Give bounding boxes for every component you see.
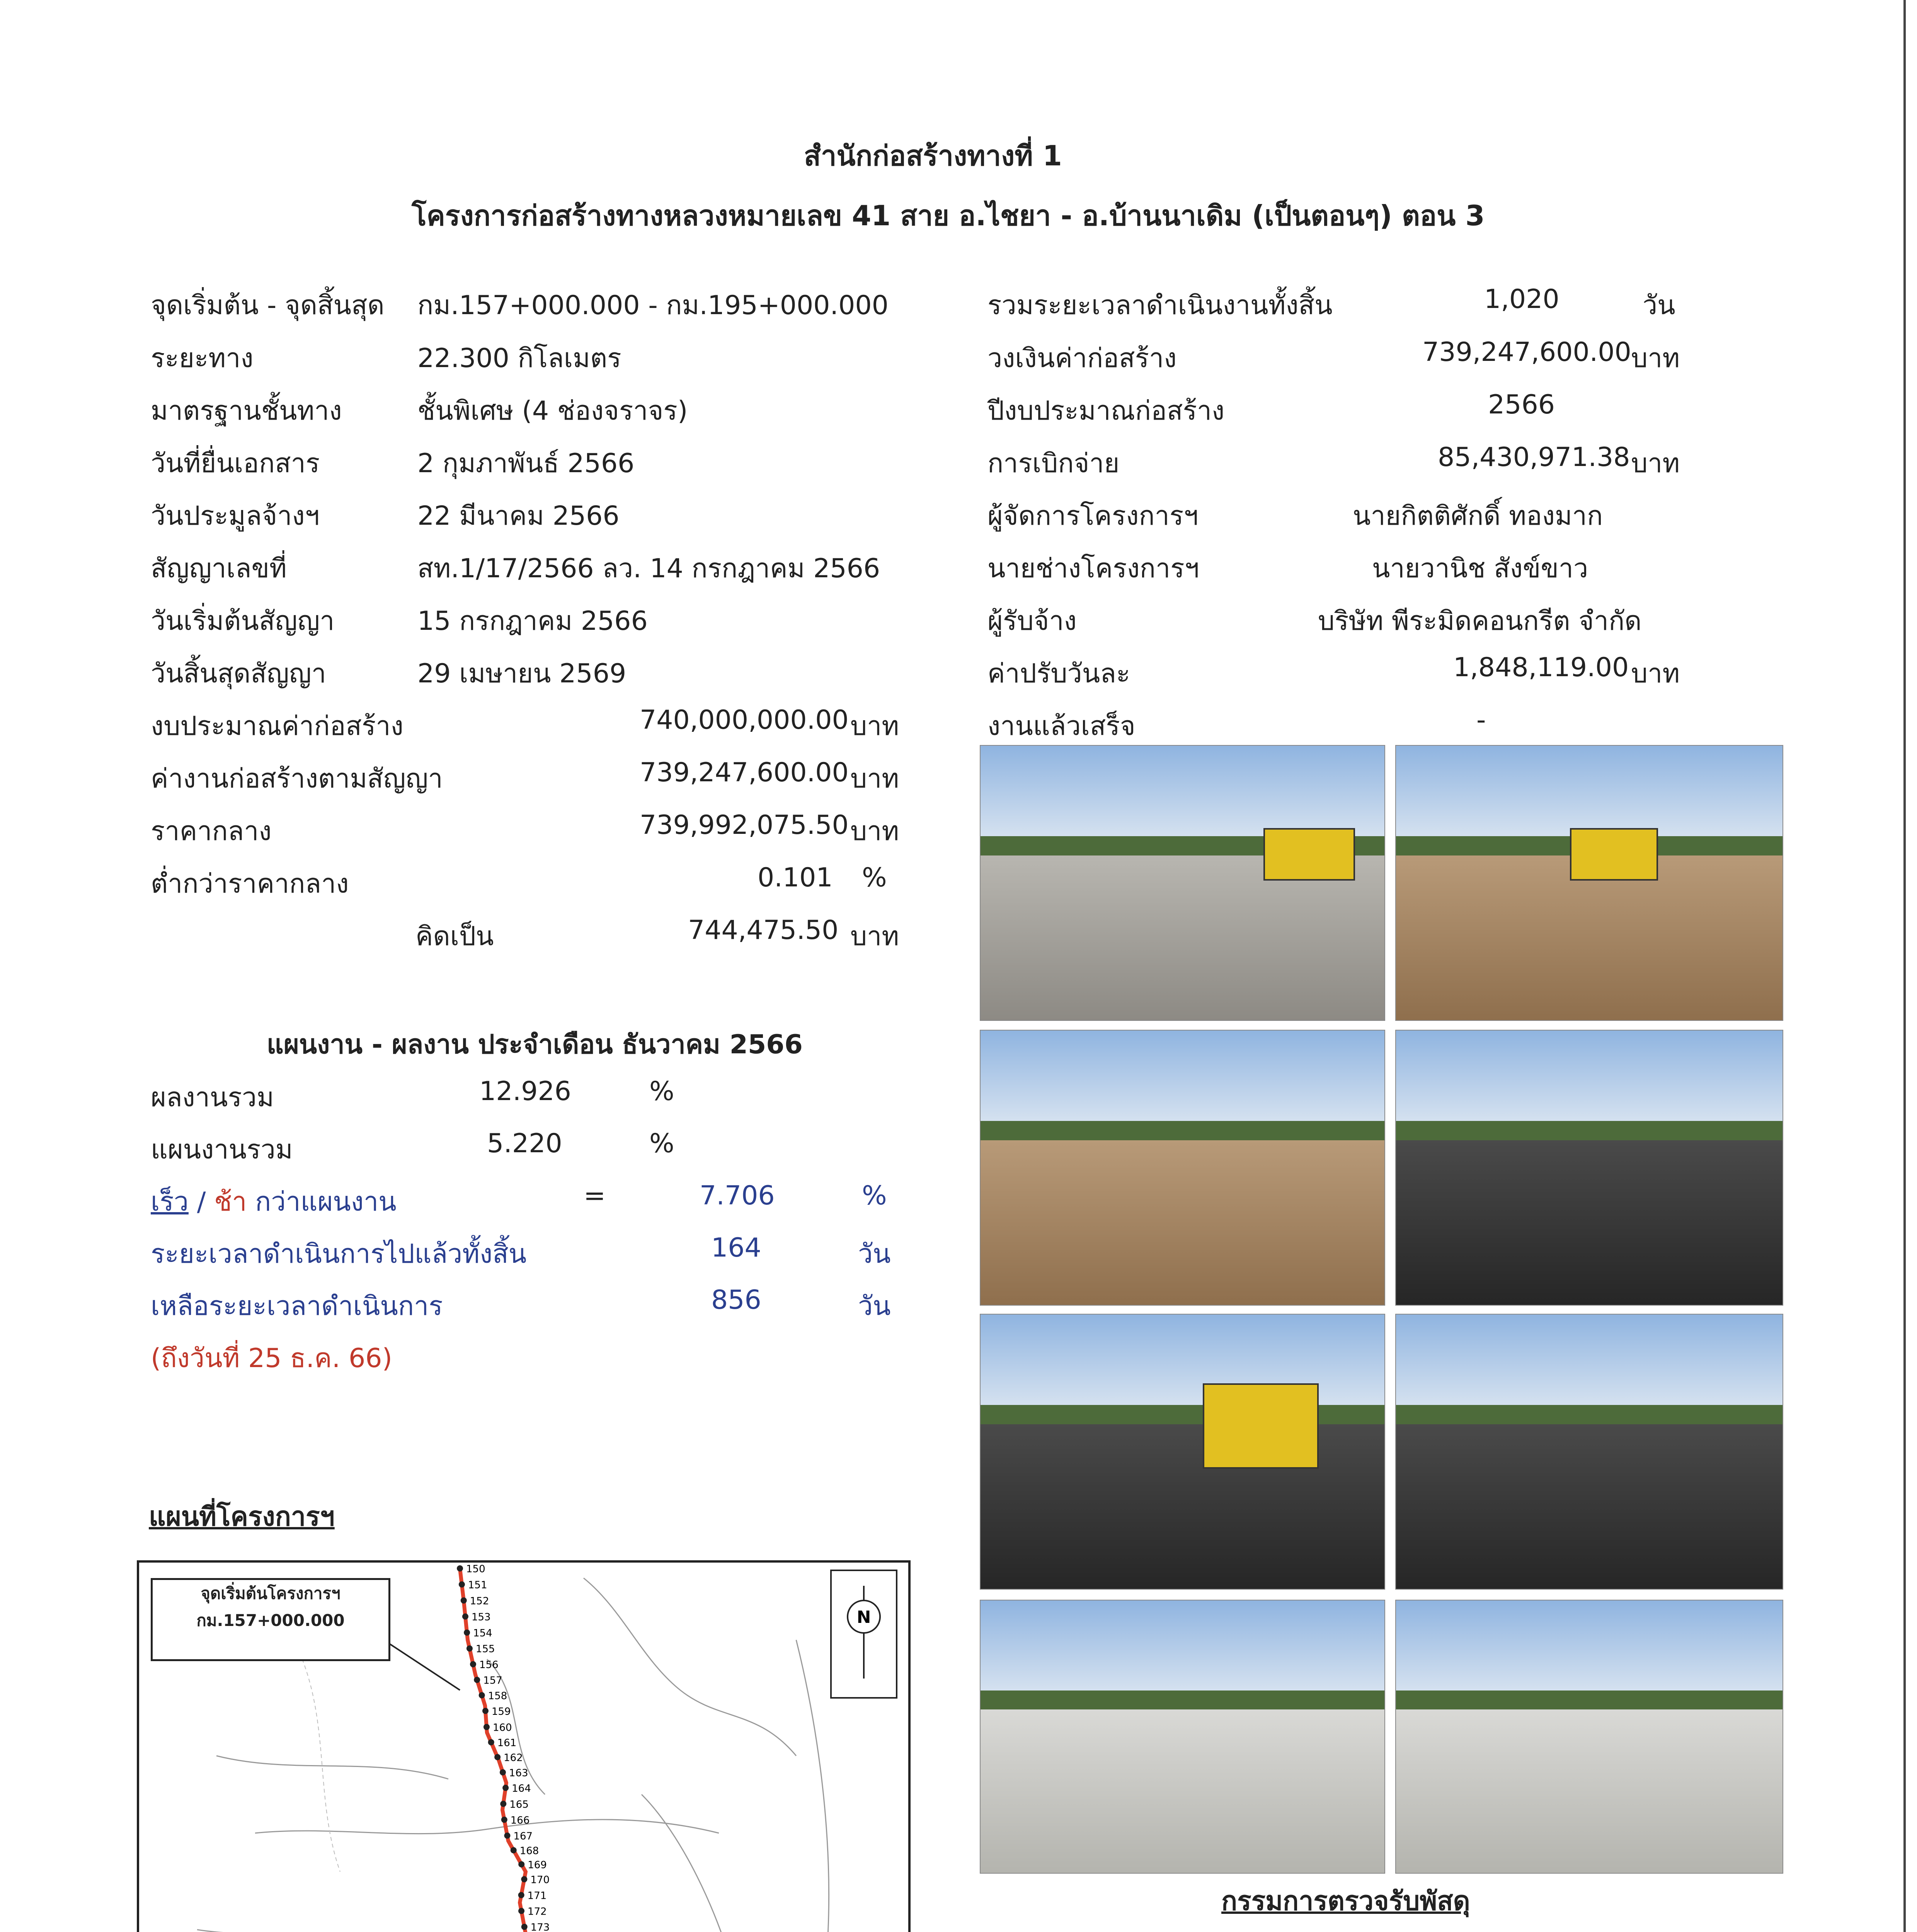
budget-value: 739,247,600.00: [640, 757, 849, 788]
info-value: ชั้นพิเศษ (4 ช่องจราจร): [417, 396, 688, 426]
budget-unit: บาท: [850, 921, 899, 952]
km-marker-label: 155: [475, 1643, 495, 1655]
start-callout: [151, 1578, 390, 1661]
construction-photo: [980, 1030, 1385, 1306]
km-marker: [500, 1801, 506, 1807]
budget-value: 739,992,075.50: [640, 810, 849, 840]
info-value: 29 เมษายน 2569: [417, 658, 627, 689]
info-value: 1,848,119.00: [1453, 652, 1629, 683]
budget-unit: บาท: [850, 764, 899, 794]
budget-label: งบประมาณค่าก่อสร้าง: [151, 711, 403, 742]
info-label: วันที่ยื่นเอกสาร: [151, 448, 320, 479]
km-marker: [521, 1876, 527, 1882]
remaining-value: 856: [711, 1285, 761, 1315]
north-label: N: [856, 1607, 871, 1627]
info-unit: บาท: [1631, 343, 1680, 374]
info-value: 2 กุมภาพันธ์ 2566: [417, 448, 635, 479]
km-marker: [521, 1924, 528, 1930]
km-marker-label: 152: [470, 1595, 489, 1607]
km-marker: [518, 1861, 524, 1867]
budget-label: ต่ำกว่าราคากลาง: [151, 869, 349, 899]
info-value: กม.157+000.000 - กม.195+000.000: [417, 290, 889, 321]
member-role: [1484, 1928, 1699, 1932]
km-marker: [484, 1724, 490, 1730]
construction-photo: [980, 745, 1385, 1021]
construction-photo: [1395, 1600, 1783, 1874]
info-label: งานแล้วเสร็จ: [987, 711, 1136, 742]
info-label: วงเงินค่าก่อสร้าง: [987, 343, 1177, 374]
construction-photo: [1395, 1030, 1783, 1306]
info-label: การเบิกจ่าย: [987, 448, 1120, 479]
km-marker: [500, 1769, 506, 1776]
km-marker-label: 161: [497, 1737, 517, 1749]
project-title: โครงการก่อสร้างทางหลวงหมายเลข 41 สาย อ.ไชยา - อ.บ้านนาเดิม (เป็นตอนๆ) ตอน 3: [412, 199, 1485, 232]
construction-photo: [980, 1314, 1385, 1590]
info-label: รวมระยะเวลาดำเนินงานทั้งสิ้น: [987, 290, 1333, 321]
construction-photo: [1395, 745, 1783, 1021]
info-value: สท.1/17/2566 ลว. 14 กรกฎาคม 2566: [417, 553, 880, 584]
north-arrow: [831, 1570, 897, 1698]
budget-label: ค่างานก่อสร้างตามสัญญา: [151, 764, 443, 794]
km-markers: [457, 1563, 744, 1932]
start-km: กม.157+000.000: [196, 1611, 345, 1630]
office-title: สำนักก่อสร้างทางที่ 1: [804, 139, 1062, 172]
km-marker-label: 151: [468, 1579, 487, 1591]
km-marker-label: 154: [473, 1628, 492, 1639]
start-pointer: [386, 1642, 460, 1690]
elapsed-label: ระยะเวลาดำเนินการไปแล้วทั้งสิ้น: [151, 1239, 527, 1269]
plan-value: 5.220: [487, 1128, 562, 1159]
km-marker-label: 164: [512, 1782, 531, 1794]
km-marker: [511, 1847, 517, 1853]
info-label: นายช่างโครงการฯ: [987, 553, 1199, 584]
route-line: [460, 1568, 719, 1932]
km-marker: [518, 1908, 524, 1914]
km-marker-label: 158: [488, 1690, 507, 1702]
budget-label: คิดเป็น: [415, 921, 494, 952]
info-label: ผู้จัดการโครงการฯ: [987, 501, 1199, 531]
equals-sign: =: [584, 1180, 606, 1211]
remaining-label: เหลือระยะเวลาดำเนินการ: [151, 1291, 443, 1321]
km-marker-label: 156: [479, 1659, 499, 1671]
fast-label: เร็ว: [151, 1187, 189, 1217]
page-edge: [1903, 0, 1906, 1932]
info-value: 739,247,600.00: [1422, 337, 1631, 367]
info-unit: บาท: [1631, 658, 1680, 689]
info-value: -: [1476, 705, 1486, 735]
km-marker: [461, 1597, 467, 1604]
info-label: ปีงบประมาณก่อสร้าง: [987, 396, 1225, 426]
km-marker-label: 159: [491, 1706, 511, 1718]
km-marker: [470, 1661, 476, 1667]
km-marker-label: 162: [504, 1752, 523, 1764]
km-marker-label: 166: [510, 1815, 530, 1827]
map-title: แผนที่โครงการฯ: [149, 1502, 335, 1532]
info-value: นายวานิช สังข์ขาว: [1372, 553, 1588, 584]
km-marker: [466, 1645, 473, 1651]
km-marker-label: 153: [471, 1611, 491, 1623]
budget-value: 0.101: [758, 862, 833, 893]
budget-value: 740,000,000.00: [640, 705, 849, 735]
info-unit: วัน: [1643, 290, 1675, 321]
info-label: วันประมูลจ้างฯ: [151, 501, 320, 531]
info-value: 22.300 กิโลเมตร: [417, 343, 621, 374]
km-marker: [462, 1614, 468, 1620]
info-label: ผู้รับจ้าง: [987, 606, 1077, 636]
slow-label: ช้า: [214, 1187, 247, 1217]
km-marker-label: 168: [519, 1845, 539, 1857]
project-map: [137, 1560, 911, 1932]
start-label: จุดเริ่มต้นโครงการฯ: [201, 1584, 340, 1603]
km-marker-label: 150: [466, 1563, 485, 1575]
info-label: ระยะทาง: [151, 343, 254, 374]
budget-label: ราคากลาง: [151, 816, 272, 847]
km-marker: [459, 1581, 465, 1587]
km-marker-label: 167: [513, 1830, 533, 1842]
budget-value: 744,475.50: [688, 915, 839, 946]
info-value: 22 มีนาคม 2566: [417, 501, 620, 531]
km-marker-label: 170: [530, 1874, 550, 1886]
km-marker: [464, 1629, 470, 1636]
plan-label: แผนงานรวม: [151, 1134, 293, 1165]
budget-unit: บาท: [850, 711, 899, 742]
result-value: 12.926: [479, 1076, 571, 1107]
km-marker-label: 160: [492, 1722, 512, 1734]
km-marker: [488, 1739, 494, 1745]
km-marker: [457, 1565, 463, 1571]
result-unit: %: [649, 1076, 674, 1107]
km-marker: [518, 1892, 524, 1898]
member-name: [1055, 1928, 1354, 1932]
info-value: นายกิตติศักดิ์ ทองมาก: [1353, 501, 1603, 531]
result-label: ผลงานรวม: [151, 1082, 274, 1113]
construction-photo: [1395, 1314, 1783, 1590]
diff-unit: %: [862, 1180, 887, 1211]
committee-title: กรรมการตรวจรับพัสดุ: [1221, 1886, 1470, 1917]
budget-unit: บาท: [850, 816, 899, 847]
km-marker: [474, 1677, 480, 1683]
km-marker-label: 163: [509, 1767, 528, 1779]
km-marker: [502, 1785, 509, 1791]
budget-unit: %: [862, 862, 887, 893]
km-marker: [482, 1708, 489, 1714]
info-value: 15 กรกฎาคม 2566: [417, 606, 648, 636]
info-label: สัญญาเลขที่: [151, 553, 287, 584]
info-unit: บาท: [1631, 448, 1680, 479]
info-label: วันเริ่มต้นสัญญา: [151, 606, 335, 636]
remaining-unit: วัน: [858, 1291, 891, 1321]
slash: /: [197, 1187, 206, 1217]
km-marker: [501, 1816, 507, 1823]
info-label: ค่าปรับวันละ: [987, 658, 1130, 689]
km-marker-label: 171: [527, 1890, 547, 1902]
km-marker: [479, 1692, 485, 1698]
km-marker: [494, 1754, 501, 1760]
elapsed-unit: วัน: [858, 1239, 891, 1269]
info-value: 85,430,971.38: [1438, 442, 1630, 473]
vs-plan-label: กว่าแผนงาน: [255, 1187, 397, 1217]
km-marker-label: 165: [509, 1799, 529, 1811]
info-value: 2566: [1488, 389, 1555, 420]
as-of-date: (ถึงวันที่ 25 ธ.ค. 66): [151, 1343, 393, 1374]
ahead-behind-row: [151, 1180, 397, 1222]
diff-value: 7.706: [700, 1180, 775, 1211]
progress-title: แผนงาน - ผลงาน ประจำเดือน ธันวาคม 2566: [267, 1029, 803, 1060]
elapsed-value: 164: [711, 1233, 761, 1263]
km-marker-label: 169: [528, 1859, 547, 1871]
info-label: วันสิ้นสุดสัญญา: [151, 658, 326, 689]
info-label: มาตรฐานชั้นทาง: [151, 396, 342, 426]
info-value: บริษัท พีระมิดคอนกรีต จำกัด: [1318, 606, 1642, 636]
km-marker: [504, 1832, 510, 1838]
km-marker-label: 173: [530, 1922, 550, 1932]
km-marker-label: 157: [483, 1675, 502, 1687]
km-marker-label: 172: [528, 1906, 547, 1918]
construction-photo: [980, 1600, 1385, 1874]
plan-unit: %: [649, 1128, 674, 1159]
info-value: 1,020: [1484, 284, 1559, 315]
info-label: จุดเริ่มต้น - จุดสิ้นสุด: [151, 290, 385, 321]
